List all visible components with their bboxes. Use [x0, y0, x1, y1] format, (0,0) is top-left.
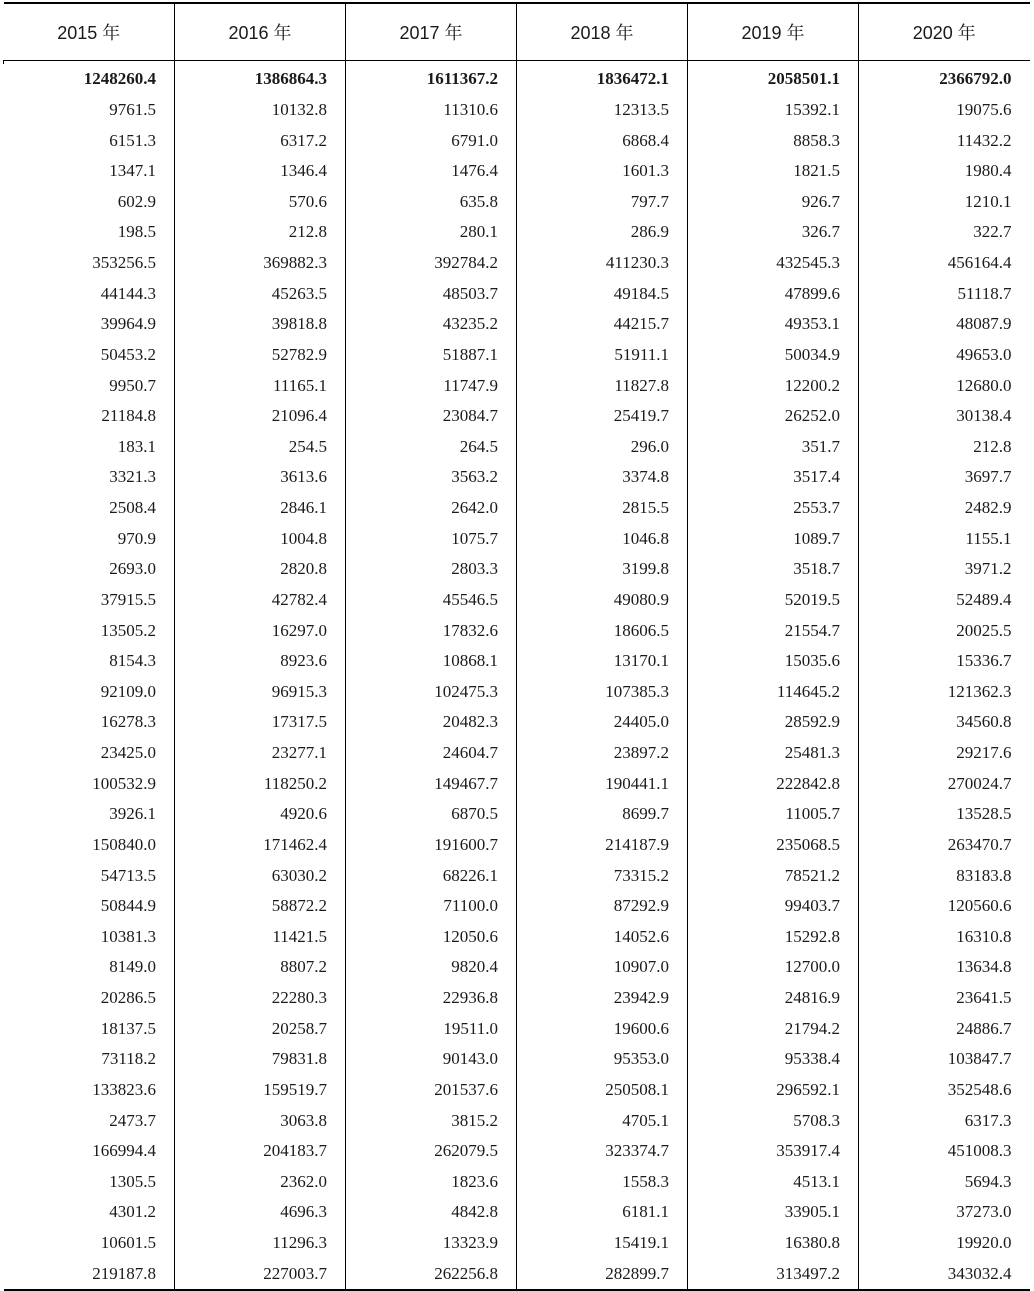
table-cell: 21184.8: [101, 406, 156, 426]
table-cell: 10381.3: [100, 926, 156, 946]
table-cell: 23641.5: [859, 983, 1030, 1014]
table-row: [4, 523, 1030, 554]
table-cell: 214187.9: [517, 830, 688, 861]
table-cell: 369882.3: [175, 248, 346, 279]
table-row: [4, 125, 1030, 156]
table-cell: 16278.3: [100, 712, 156, 732]
table-row: [4, 585, 1030, 616]
header-year-2020: 2020 年: [859, 3, 1030, 61]
table-cell: 9820.4: [346, 952, 517, 983]
table-cell: 4301.2: [109, 1202, 156, 1222]
table-cell: 4705.1: [517, 1105, 688, 1136]
data-table: [3, 2, 1030, 1291]
table-cell: 4513.1: [688, 1167, 859, 1198]
table-cell: 263470.7: [859, 830, 1030, 861]
table-cell: 48087.9: [859, 309, 1030, 340]
table-cell: 49653.0: [859, 340, 1030, 371]
table-cell: 1836472.1: [517, 64, 688, 95]
table-cell: 21096.4: [175, 401, 346, 432]
table-cell: 20286.5: [100, 988, 156, 1008]
table-cell: 8154.3: [109, 651, 156, 671]
table-cell: 52782.9: [175, 340, 346, 371]
table-cell: 3815.2: [346, 1105, 517, 1136]
table-cell: 25481.3: [688, 738, 859, 769]
table-cell: 120560.6: [859, 891, 1030, 922]
table-cell: 1046.8: [517, 523, 688, 554]
table-cell: 352548.6: [859, 1075, 1030, 1106]
table-cell: 25419.7: [517, 401, 688, 432]
table-cell: 107385.3: [517, 677, 688, 708]
table-cell: 79831.8: [175, 1044, 346, 1075]
table-cell: 43235.2: [346, 309, 517, 340]
table-cell: 12200.2: [688, 370, 859, 401]
table-cell: 103847.7: [859, 1044, 1030, 1075]
table-row: [4, 707, 1030, 738]
table-cell: 26252.0: [688, 401, 859, 432]
table-cell: 6317.3: [859, 1105, 1030, 1136]
table-cell: 323374.7: [517, 1136, 688, 1167]
table-cell: 1823.6: [346, 1167, 517, 1198]
table-cell: 13528.5: [859, 799, 1030, 830]
table-row: [4, 983, 1030, 1014]
table-cell: 52489.4: [859, 585, 1030, 616]
table-cell: 343032.4: [859, 1258, 1030, 1290]
table-cell: 3613.6: [175, 462, 346, 493]
header-year-2016: 2016 年: [175, 3, 346, 61]
table-cell: 19511.0: [346, 1013, 517, 1044]
table-cell: 95353.0: [517, 1044, 688, 1075]
table-cell: 48503.7: [346, 278, 517, 309]
table-cell: 29217.6: [859, 738, 1030, 769]
table-row-total: [4, 64, 1030, 95]
table-cell: 602.9: [117, 191, 156, 211]
table-row: [4, 646, 1030, 677]
table-row: [4, 952, 1030, 983]
table-cell: 8699.7: [517, 799, 688, 830]
table-cell: 4696.3: [175, 1197, 346, 1228]
table-cell: 6868.4: [517, 125, 688, 156]
table-cell: 1476.4: [346, 156, 517, 187]
table-cell: 17317.5: [175, 707, 346, 738]
table-cell: 50453.2: [100, 344, 156, 364]
table-cell: 204183.7: [175, 1136, 346, 1167]
table-cell: 12680.0: [859, 370, 1030, 401]
table-cell: 326.7: [688, 217, 859, 248]
table-cell: 6870.5: [346, 799, 517, 830]
table-row: [4, 1105, 1030, 1136]
table-cell: 280.1: [346, 217, 517, 248]
table-cell: 1248260.4: [83, 69, 156, 89]
table-cell: 23942.9: [517, 983, 688, 1014]
table-cell: 198.5: [117, 222, 156, 242]
table-row: [4, 1228, 1030, 1259]
table-cell: 13634.8: [859, 952, 1030, 983]
table-cell: 570.6: [175, 187, 346, 218]
table-cell: 11296.3: [175, 1228, 346, 1259]
table-row: [4, 1258, 1030, 1290]
table-cell: 797.7: [517, 187, 688, 218]
table-row: [4, 1167, 1030, 1198]
table-cell: 351.7: [688, 432, 859, 463]
table-cell: 3971.2: [859, 554, 1030, 585]
table-row: [4, 248, 1030, 279]
table-cell: 15392.1: [688, 95, 859, 126]
table-cell: 51887.1: [346, 340, 517, 371]
table-cell: 73315.2: [517, 860, 688, 891]
table-row: [4, 217, 1030, 248]
table-cell: 1980.4: [859, 156, 1030, 187]
table-cell: 150840.0: [92, 834, 156, 854]
table-cell: 5694.3: [859, 1167, 1030, 1198]
table-cell: 2815.5: [517, 493, 688, 524]
table-row: [4, 401, 1030, 432]
table-cell: 270024.7: [859, 768, 1030, 799]
table-cell: 2642.0: [346, 493, 517, 524]
table-row: [4, 891, 1030, 922]
table-cell: 73118.2: [101, 1049, 156, 1069]
table-cell: 227003.7: [175, 1258, 346, 1290]
table-cell: 190441.1: [517, 768, 688, 799]
table-cell: 1386864.3: [175, 64, 346, 95]
table-cell: 264.5: [346, 432, 517, 463]
table-cell: 11165.1: [175, 370, 346, 401]
table-cell: 6791.0: [346, 125, 517, 156]
table-cell: 392784.2: [346, 248, 517, 279]
table-cell: 90143.0: [346, 1044, 517, 1075]
table-cell: 3563.2: [346, 462, 517, 493]
table-cell: 24405.0: [517, 707, 688, 738]
table-row: [4, 1075, 1030, 1106]
table-cell: 2820.8: [175, 554, 346, 585]
table-cell: 2508.4: [109, 498, 156, 518]
table-cell: 6317.2: [175, 125, 346, 156]
table-header: [4, 3, 1030, 64]
header-year-2017: 2017 年: [346, 3, 517, 61]
table-cell: 1089.7: [688, 523, 859, 554]
table-row: [4, 615, 1030, 646]
header-year-2015: 2015 年: [4, 3, 175, 61]
table-cell: 286.9: [517, 217, 688, 248]
table-cell: 23425.0: [100, 743, 156, 763]
table-cell: 39818.8: [175, 309, 346, 340]
table-cell: 19920.0: [859, 1228, 1030, 1259]
table-cell: 5708.3: [688, 1105, 859, 1136]
table-cell: 313497.2: [688, 1258, 859, 1290]
table-row: [4, 860, 1030, 891]
table-cell: 11421.5: [175, 922, 346, 953]
table-cell: 95338.4: [688, 1044, 859, 1075]
table-cell: 16310.8: [859, 922, 1030, 953]
table-cell: 3518.7: [688, 554, 859, 585]
table-cell: 3697.7: [859, 462, 1030, 493]
table-cell: 52019.5: [688, 585, 859, 616]
table-row: [4, 738, 1030, 769]
table-cell: 49353.1: [688, 309, 859, 340]
table-cell: 2803.3: [346, 554, 517, 585]
table-row: [4, 187, 1030, 218]
table-row: [4, 1044, 1030, 1075]
table-cell: 15292.8: [688, 922, 859, 953]
table-cell: 235068.5: [688, 830, 859, 861]
table-cell: 1611367.2: [346, 64, 517, 95]
table-cell: 432545.3: [688, 248, 859, 279]
table-cell: 11827.8: [517, 370, 688, 401]
table-cell: 34560.8: [859, 707, 1030, 738]
table-cell: 24816.9: [688, 983, 859, 1014]
table-cell: 13170.1: [517, 646, 688, 677]
table-cell: 49184.5: [517, 278, 688, 309]
table-cell: 13323.9: [346, 1228, 517, 1259]
table-row: [4, 462, 1030, 493]
table-cell: 1558.3: [517, 1167, 688, 1198]
table-cell: 296592.1: [688, 1075, 859, 1106]
table-cell: 78521.2: [688, 860, 859, 891]
table-row: [4, 278, 1030, 309]
table-row: [4, 677, 1030, 708]
table-cell: 6151.3: [109, 130, 156, 150]
table-row: [4, 799, 1030, 830]
table-cell: 133823.6: [92, 1079, 156, 1099]
table-cell: 9950.7: [109, 375, 156, 395]
table-cell: 17832.6: [346, 615, 517, 646]
table-cell: 23277.1: [175, 738, 346, 769]
table-cell: 51118.7: [859, 278, 1030, 309]
table-cell: 4920.6: [175, 799, 346, 830]
table-cell: 14052.6: [517, 922, 688, 953]
table-cell: 45546.5: [346, 585, 517, 616]
table-cell: 222842.8: [688, 768, 859, 799]
table-cell: 54713.5: [100, 865, 156, 885]
table-cell: 8149.0: [109, 957, 156, 977]
table-cell: 149467.7: [346, 768, 517, 799]
table-cell: 353256.5: [92, 253, 156, 273]
table-cell: 296.0: [517, 432, 688, 463]
table-row: [4, 1013, 1030, 1044]
table-cell: 2553.7: [688, 493, 859, 524]
table-cell: 262079.5: [346, 1136, 517, 1167]
table-cell: 100532.9: [92, 773, 156, 793]
table-cell: 22280.3: [175, 983, 346, 1014]
table-cell: 201537.6: [346, 1075, 517, 1106]
table-row: [4, 309, 1030, 340]
table-cell: 22936.8: [346, 983, 517, 1014]
table-cell: 42782.4: [175, 585, 346, 616]
table-cell: 2058501.1: [688, 64, 859, 95]
table-cell: 99403.7: [688, 891, 859, 922]
table-cell: 635.8: [346, 187, 517, 218]
table-cell: 1346.4: [175, 156, 346, 187]
table-cell: 451008.3: [859, 1136, 1030, 1167]
table-cell: 63030.2: [175, 860, 346, 891]
table-cell: 39964.9: [100, 314, 156, 334]
table-cell: 51911.1: [517, 340, 688, 371]
table-cell: 250508.1: [517, 1075, 688, 1106]
table-row: [4, 493, 1030, 524]
table-cell: 1601.3: [517, 156, 688, 187]
table-cell: 114645.2: [688, 677, 859, 708]
table-cell: 24604.7: [346, 738, 517, 769]
table-cell: 83183.8: [859, 860, 1030, 891]
table-row: [4, 1197, 1030, 1228]
table-cell: 121362.3: [859, 677, 1030, 708]
table-cell: 159519.7: [175, 1075, 346, 1106]
table-cell: 18137.5: [100, 1018, 156, 1038]
table-cell: 11747.9: [346, 370, 517, 401]
table-cell: 9761.5: [109, 99, 156, 119]
table-cell: 71100.0: [346, 891, 517, 922]
table-cell: 8923.6: [175, 646, 346, 677]
table-cell: 33905.1: [688, 1197, 859, 1228]
table-cell: 3926.1: [109, 804, 156, 824]
table-cell: 212.8: [859, 432, 1030, 463]
table-cell: 1075.7: [346, 523, 517, 554]
table-cell: 45263.5: [175, 278, 346, 309]
table-cell: 166994.4: [92, 1141, 156, 1161]
table-cell: 24886.7: [859, 1013, 1030, 1044]
table-cell: 1347.1: [109, 161, 156, 181]
table-cell: 11310.6: [346, 95, 517, 126]
table-cell: 3199.8: [517, 554, 688, 585]
table-cell: 16380.8: [688, 1228, 859, 1259]
table-cell: 18606.5: [517, 615, 688, 646]
header-row: [4, 3, 1030, 61]
table-cell: 19075.6: [859, 95, 1030, 126]
table-cell: 4842.8: [346, 1197, 517, 1228]
table-cell: 1155.1: [859, 523, 1030, 554]
table-cell: 92109.0: [100, 681, 156, 701]
table-cell: 16297.0: [175, 615, 346, 646]
table-body: [4, 64, 1030, 1290]
table-cell: 1210.1: [859, 187, 1030, 218]
table-row: [4, 156, 1030, 187]
table-cell: 1004.8: [175, 523, 346, 554]
table-cell: 12050.6: [346, 922, 517, 953]
table-cell: 118250.2: [175, 768, 346, 799]
table-cell: 50034.9: [688, 340, 859, 371]
table-cell: 44144.3: [100, 283, 156, 303]
table-cell: 15035.6: [688, 646, 859, 677]
table-cell: 2846.1: [175, 493, 346, 524]
table-cell: 8858.3: [688, 125, 859, 156]
table-cell: 44215.7: [517, 309, 688, 340]
table-cell: 68226.1: [346, 860, 517, 891]
table-cell: 411230.3: [517, 248, 688, 279]
table-cell: 262256.8: [346, 1258, 517, 1290]
table-cell: 8807.2: [175, 952, 346, 983]
table-cell: 15419.1: [517, 1228, 688, 1259]
table-cell: 10907.0: [517, 952, 688, 983]
table-cell: 12700.0: [688, 952, 859, 983]
table-cell: 183.1: [117, 436, 156, 456]
table-cell: 6181.1: [517, 1197, 688, 1228]
table-cell: 3063.8: [175, 1105, 346, 1136]
table-cell: 171462.4: [175, 830, 346, 861]
table-cell: 10868.1: [346, 646, 517, 677]
table-cell: 23084.7: [346, 401, 517, 432]
table-cell: 20025.5: [859, 615, 1030, 646]
table-cell: 926.7: [688, 187, 859, 218]
table-cell: 37273.0: [859, 1197, 1030, 1228]
table-cell: 20258.7: [175, 1013, 346, 1044]
table-cell: 20482.3: [346, 707, 517, 738]
table-cell: 28592.9: [688, 707, 859, 738]
table-cell: 30138.4: [859, 401, 1030, 432]
table-cell: 1305.5: [109, 1171, 156, 1191]
table-cell: 102475.3: [346, 677, 517, 708]
table-cell: 2693.0: [109, 559, 156, 579]
table-cell: 3321.3: [109, 467, 156, 487]
table-cell: 3374.8: [517, 462, 688, 493]
table-cell: 13505.2: [100, 620, 156, 640]
header-year-2019: 2019 年: [688, 3, 859, 61]
table-row: [4, 370, 1030, 401]
table-cell: 12313.5: [517, 95, 688, 126]
table-cell: 322.7: [859, 217, 1030, 248]
table-row: [4, 830, 1030, 861]
header-year-2018: 2018 年: [517, 3, 688, 61]
table-cell: 282899.7: [517, 1258, 688, 1290]
table-cell: 254.5: [175, 432, 346, 463]
table-row: [4, 432, 1030, 463]
table-row: [4, 554, 1030, 585]
table-row: [4, 768, 1030, 799]
table-row: [4, 1136, 1030, 1167]
table-cell: 353917.4: [688, 1136, 859, 1167]
table-cell: 37915.5: [100, 589, 156, 609]
table-cell: 11432.2: [859, 125, 1030, 156]
table-cell: 3517.4: [688, 462, 859, 493]
table-row: [4, 95, 1030, 126]
table-cell: 1821.5: [688, 156, 859, 187]
table-cell: 11005.7: [688, 799, 859, 830]
table-cell: 21554.7: [688, 615, 859, 646]
table-cell: 2362.0: [175, 1167, 346, 1198]
table-cell: 21794.2: [688, 1013, 859, 1044]
table-cell: 970.9: [117, 528, 156, 548]
table-cell: 212.8: [175, 217, 346, 248]
table-cell: 50844.9: [100, 896, 156, 916]
table-row: [4, 340, 1030, 371]
table-cell: 87292.9: [517, 891, 688, 922]
table-row: [4, 922, 1030, 953]
table-cell: 2473.7: [109, 1110, 156, 1130]
table-cell: 10601.5: [100, 1233, 156, 1253]
table-cell: 191600.7: [346, 830, 517, 861]
table-cell: 2482.9: [859, 493, 1030, 524]
table-cell: 456164.4: [859, 248, 1030, 279]
table-cell: 23897.2: [517, 738, 688, 769]
table-cell: 10132.8: [175, 95, 346, 126]
table-cell: 2366792.0: [859, 64, 1030, 95]
table-cell: 58872.2: [175, 891, 346, 922]
table-cell: 219187.8: [4, 1258, 175, 1290]
table-cell: 19600.6: [517, 1013, 688, 1044]
table-cell: 96915.3: [175, 677, 346, 708]
table-cell: 47899.6: [688, 278, 859, 309]
table-cell: 15336.7: [859, 646, 1030, 677]
table-cell: 49080.9: [517, 585, 688, 616]
